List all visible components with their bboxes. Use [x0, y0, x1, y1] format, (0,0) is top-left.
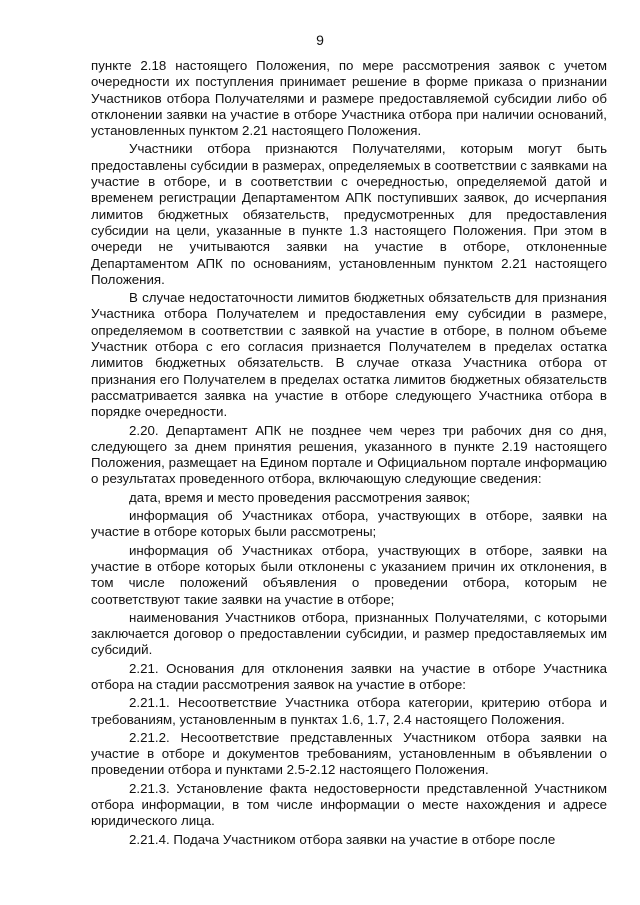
list-item-rejected-applications: информация об Участниках отбора, участвующих в отборе, заявки на участие в отборе которых были отклонены с указанием причин их отклонения, в том числе положений объявления о проведении отбора, которым не соответствуют такие заявки на участие в отборе;: [91, 542, 607, 607]
list-item-recognized-recipients: наименования Участников отбора, признанных Получателями, с которыми заключается договор о предоставлении субсидии, и размер предоставляемых им субсидий.: [91, 609, 607, 658]
list-item-date-time-place: дата, время и место проведения рассмотрения заявок;: [129, 489, 471, 505]
page-number: 9: [316, 32, 324, 48]
paragraph-continuation: пункте 2.18 настоящего Положения, по мере рассмотрения заявок с учетом очередности их поступления принимает решение в форме приказа о признании Участников отбора Получателями и размере предоставляемой субсидии либо об отклонении заявки на участие в отборе Участника отбора при наличии оснований, установленных пунктом 2.21 настоящего Положения.: [91, 58, 607, 139]
paragraph-2-21-1: 2.21.1. Несоответствие Участника отбора категории, критерию отбора и требованиям, установленным в пунктах 1.6, 1.7, 2.4 настоящего Положения.: [91, 695, 607, 727]
paragraph-2-21-4: 2.21.4. Подача Участником отбора заявки на участие в отборе после: [129, 831, 556, 847]
list-item-considered-applications: информация об Участниках отбора, участвующих в отборе, заявки на участие в отборе которых были рассмотрены;: [91, 508, 607, 540]
paragraph-2-21-3: 2.21.3. Установление факта недостоверности представленной Участником отбора информации, в том числе информации о месте нахождения и адресе юридического лица.: [91, 780, 607, 829]
paragraph-insufficient-limits: В случае недостаточности лимитов бюджетных обязательств для признания Участника отбора Получателем и предоставления ему субсидии в размере, определяемом в соответствии с заявкой на участие в отборе, в полном объеме Участник отбора с его согласия признается Получателем в пределах остатка лимитов бюджетных обязательств. В случае отказа Участника отбора от признания его Получателем в пределах остатка лимитов бюджетных обязательств рассматривается заявка на участие в отборе следующего Участника отбора в порядке очередности.: [91, 290, 607, 420]
document-body: [91, 58, 607, 850]
paragraph-2-21-2: 2.21.2. Несоответствие представленных Участником отбора заявки на участие в отборе и документов требованиям, установленным в объявлении о проведении отбора и пунктами 2.5-2.12 настоящего Положения.: [91, 729, 607, 778]
paragraph-2-20: 2.20. Департамент АПК не позднее чем через три рабочих дня со дня, следующего за днем принятия решения, указанного в пункте 2.19 настоящего Положения, размещает на Едином портале и Официальном портале информацию о результатах проведенного отбора, включающую следующие сведения:: [91, 422, 607, 487]
paragraph-2-21: 2.21. Основания для отклонения заявки на участие в отборе Участника отбора на стадии рассмотрения заявок на участие в отборе:: [91, 660, 607, 692]
paragraph-recipients-recognition: Участники отбора признаются Получателями, которым могут быть предоставлены субсидии в размерах, определяемых в соответствии с заявками на участие в отборе, и в соответствии с очередностью, определяемой датой и временем регистрации Департаментом АПК поступивших заявок, до исчерпания лимитов бюджетных обязательств, предусмотренных для предоставления субсидии на цели, указанные в пункте 1.3 настоящего Положения. При этом в очереди не учитываются заявки на участие в отборе, отклоненные Департаментом АПК по основаниям, установленным пунктом 2.21 настоящего Положения.: [91, 141, 607, 287]
